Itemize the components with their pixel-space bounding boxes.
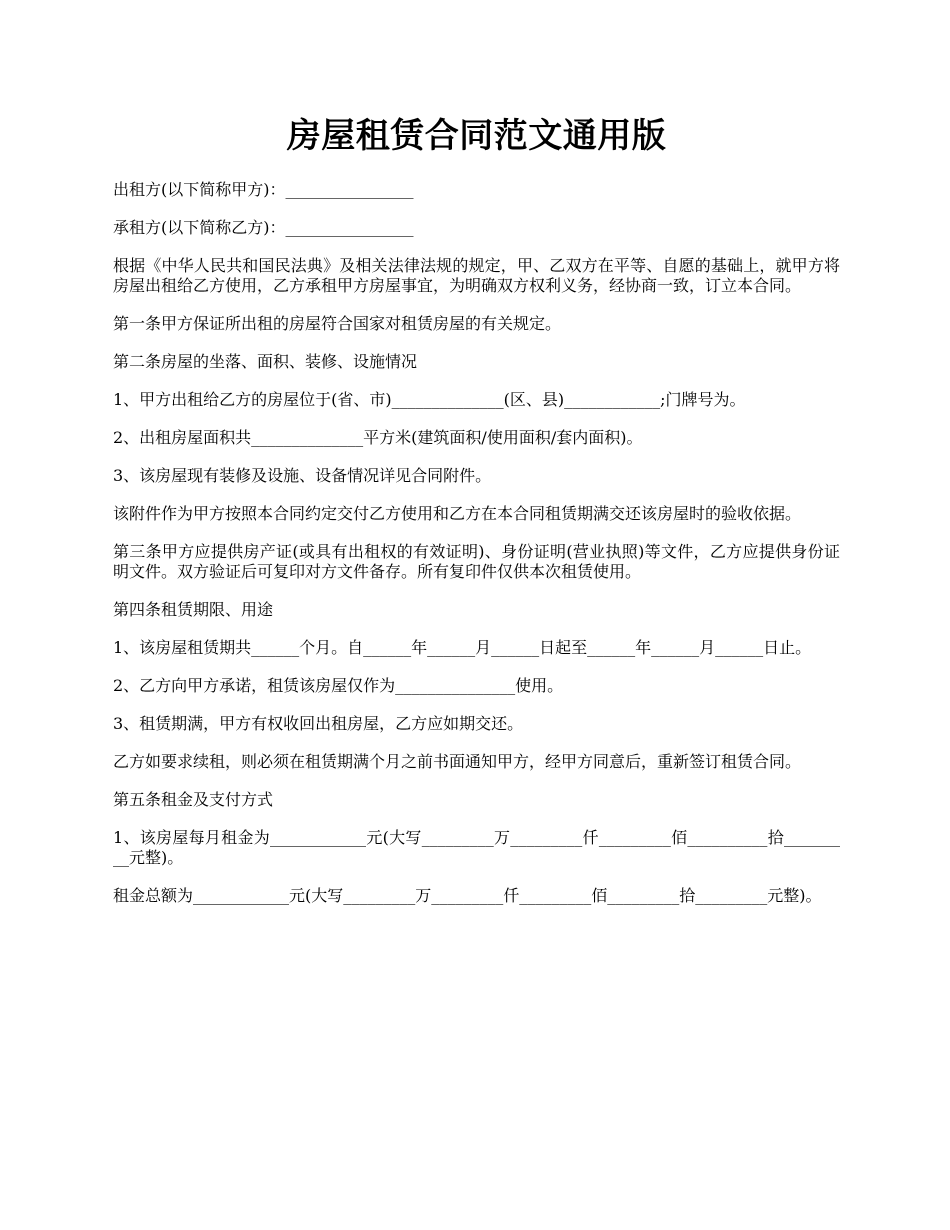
clause-lessee-line: 承租方(以下简称乙方)：________________ <box>113 218 414 237</box>
clause-article-5-item-1: 1、该房屋每月租金为____________元(大写_________万_________仟_________佰__________拾_________元整)。 <box>113 828 840 867</box>
clause-article-4-item-3: 3、租赁期满，甲方有权收回出租房屋，乙方应如期交还。 <box>113 714 524 733</box>
clause-article-1: 第一条甲方保证所出租的房屋符合国家对租赁房屋的有关规定。 <box>113 314 562 333</box>
clause-article-3: 第三条甲方应提供房产证(或具有出租权的有效证明)、身份证明(营业执照)等文件，乙方应提供身份证明文件。双方验证后可复印对方文件备存。所有复印件仅供本次租赁使用。 <box>113 542 840 581</box>
clause-article-2-item-1: 1、甲方出租给乙方的房屋位于(省、市)______________(区、县)____________;门牌号为。 <box>113 390 746 409</box>
clause-article-4-heading: 第四条租赁期限、用途 <box>113 600 274 619</box>
document-body <box>113 180 840 924</box>
clause-article-4-item-1: 1、该房屋租赁期共______个月。自______年______月______日起至______年______月______日止。 <box>113 638 812 657</box>
clause-article-2-item-2: 2、出租房屋面积共______________平方米(建筑面积/使用面积/套内面积)。 <box>113 428 643 447</box>
clause-article-2-attachment: 该附件作为甲方按照本合同约定交付乙方使用和乙方在本合同租赁期满交还该房屋时的验收依据。 <box>113 504 802 523</box>
clause-article-2-item-3: 3、该房屋现有装修及设施、设备情况详见合同附件。 <box>113 466 492 485</box>
clause-article-4-renewal: 乙方如要求续租，则必须在租赁期满个月之前书面通知甲方，经甲方同意后，重新签订租赁合同。 <box>113 752 802 771</box>
clause-article-2-heading: 第二条房屋的坐落、面积、装修、设施情况 <box>113 352 418 371</box>
clause-article-5-heading: 第五条租金及支付方式 <box>113 790 274 809</box>
clause-article-5-total: 租金总额为____________元(大写_________万_________仟_________佰_________拾_________元整)。 <box>113 886 822 905</box>
clause-lessor-line: 出租方(以下简称甲方)：________________ <box>113 180 414 199</box>
clause-preamble: 根据《中华人民共和国民法典》及相关法律法规的规定，甲、乙双方在平等、自愿的基础上，就甲方将房屋出租给乙方使用，乙方承租甲方房屋事宜，为明确双方权利义务，经协商一致，订立本合同。 <box>113 256 840 295</box>
document-title: 房屋租赁合同范文通用版 <box>286 116 667 156</box>
clause-article-4-item-2: 2、乙方向甲方承诺，租赁该房屋仅作为_______________使用。 <box>113 676 564 695</box>
